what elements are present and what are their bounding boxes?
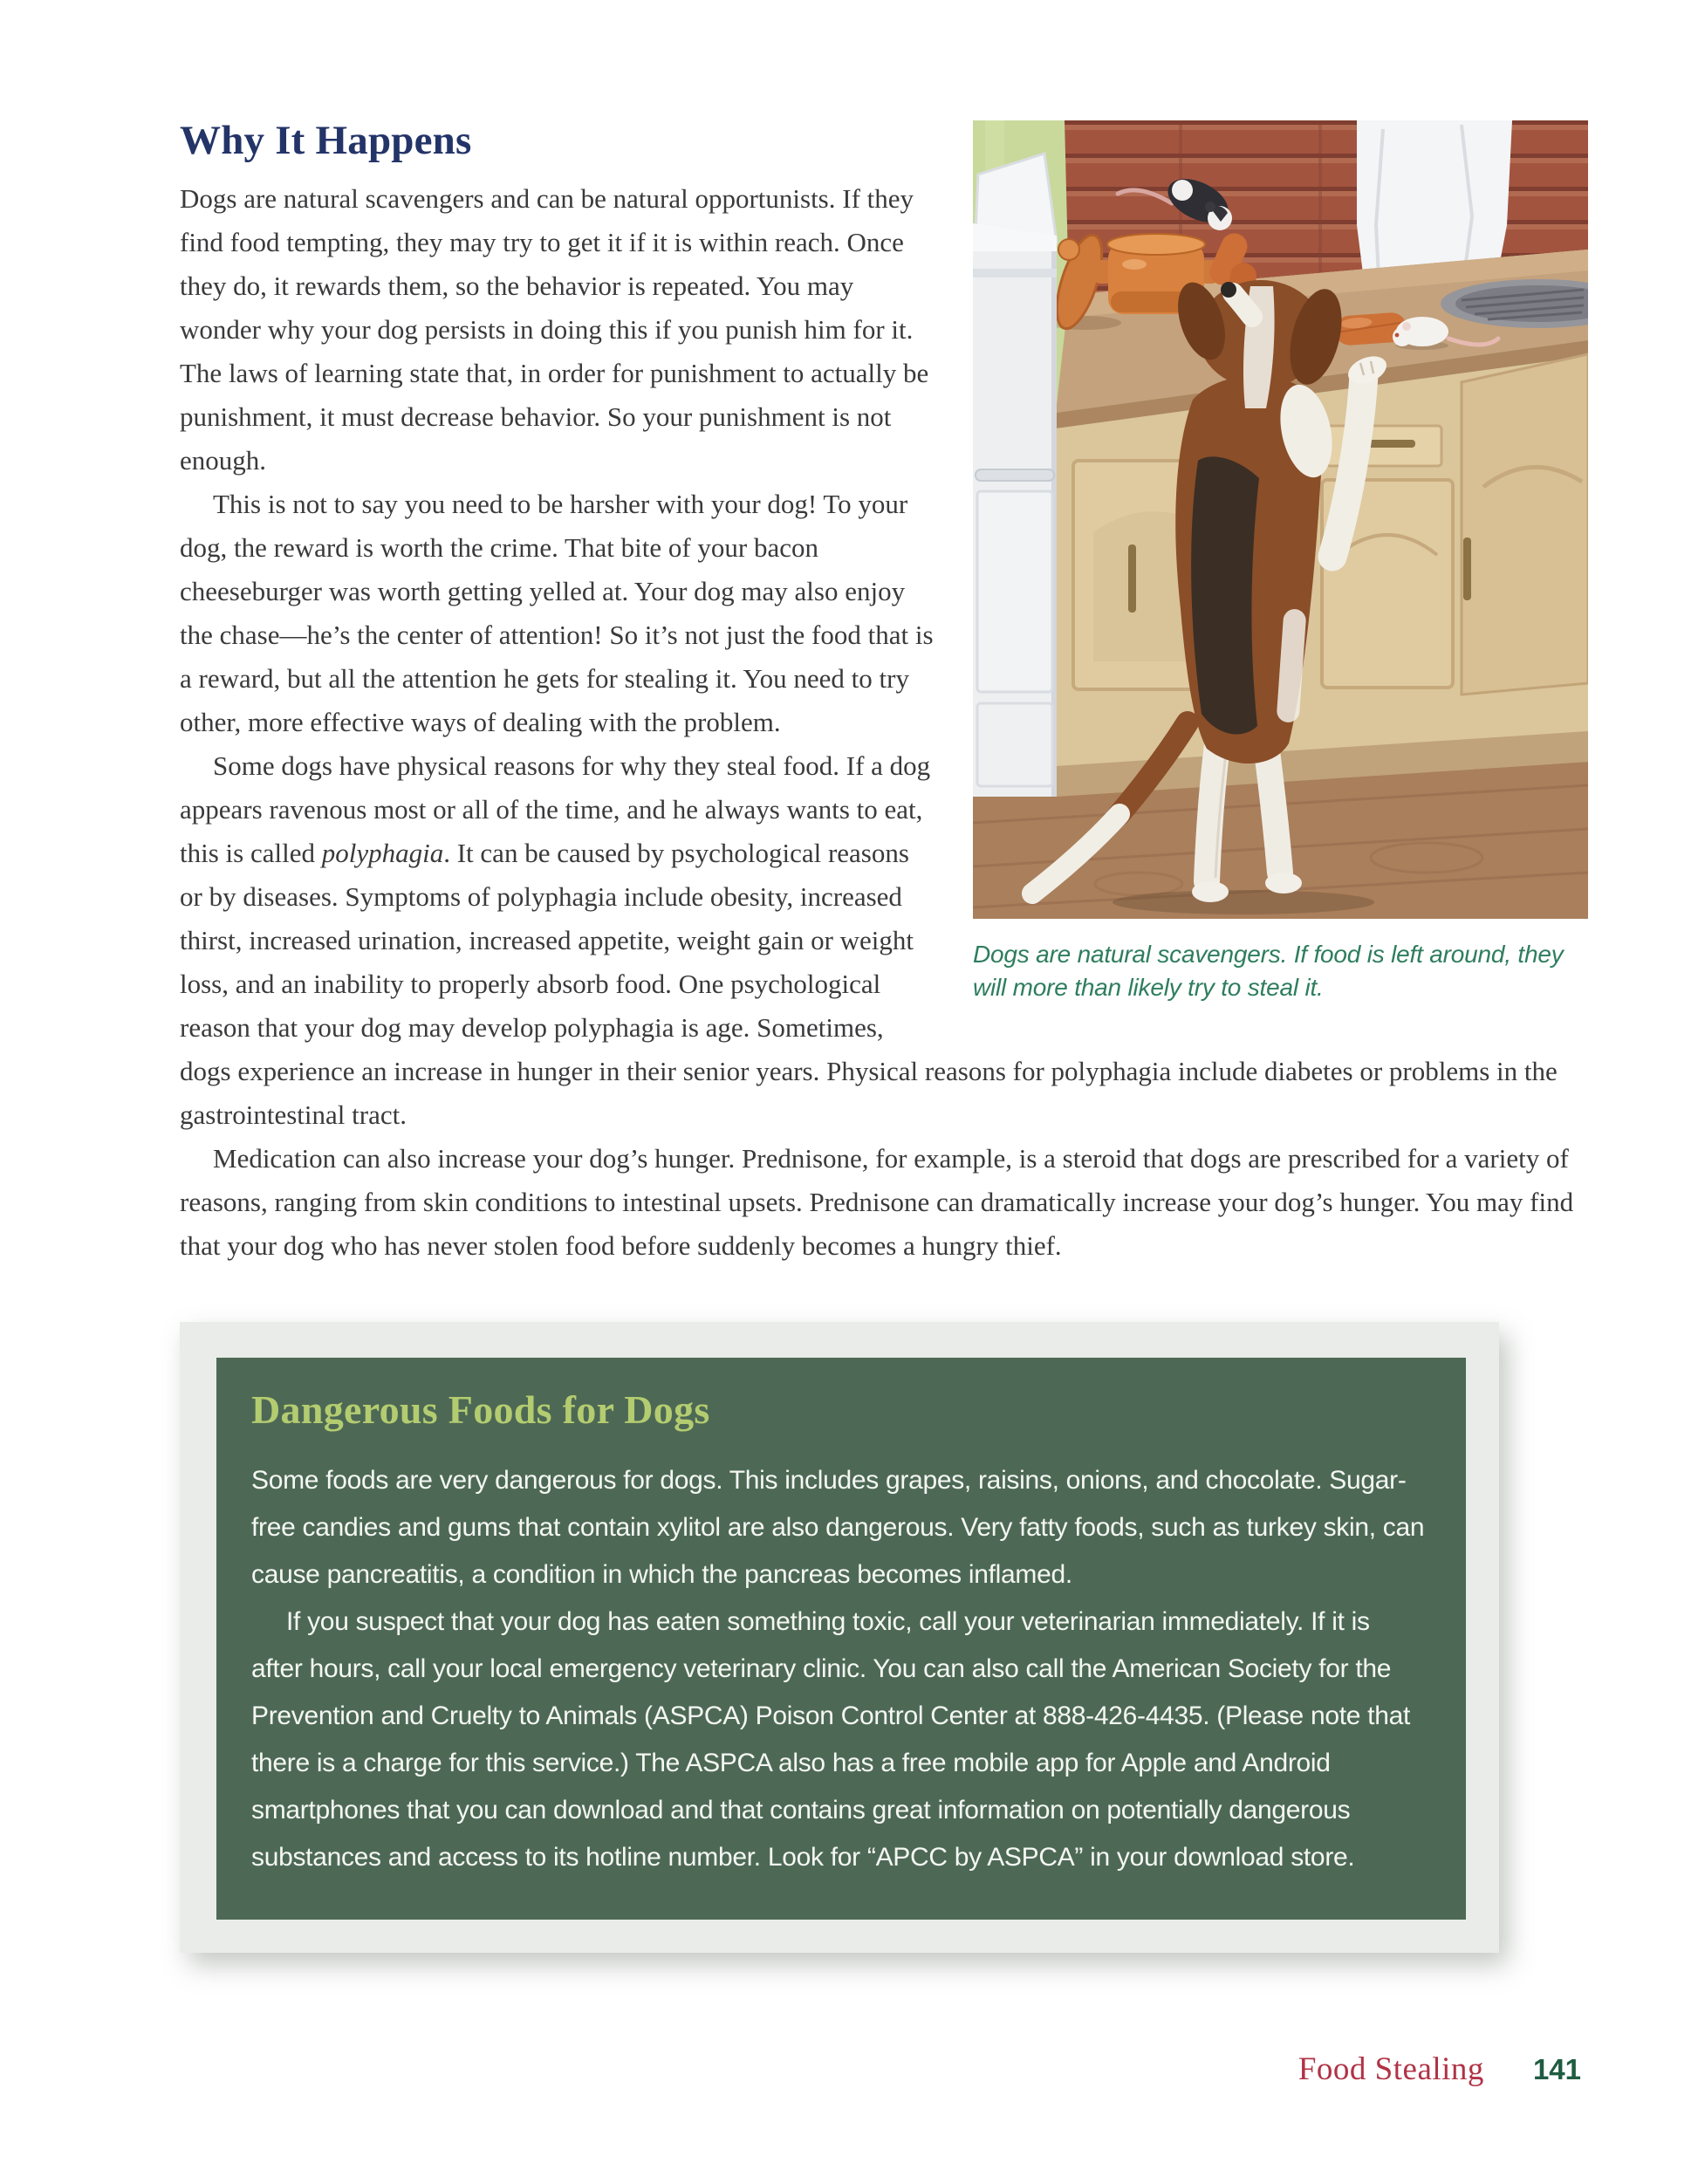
sidebar-paragraph-1: Some foods are very dangerous for dogs. This includes grapes, raisins, onions, and chocolate. Sugar-free candies and gums that contain xylitol are also dangerous. Very fatty foods, such as turkey skin, can cause pancreatitis, a condition in which the pancreas becomes inflamed. (251, 1466, 1425, 1589)
paragraph-3-text: Some dogs have physical reasons for why they steal food. If a dog appears ravenous most or all of the time, and he always wants to eat, this is called (180, 750, 931, 868)
sidebar-outer-frame (180, 1322, 1499, 1953)
kitchen-photo-figure (973, 120, 1588, 1004)
page-title: Why It Happens (180, 118, 472, 163)
kitchen-photo (973, 120, 1588, 919)
page-footer (180, 2050, 1588, 2088)
article (180, 118, 1588, 1268)
paragraph-3-text-continued: . It can be caused by psychological reasons or by diseases. Symptoms of polyphagia include obesity, increased thirst, increased urination, increased appetite, weight gain or weight loss, and an inability to properly absorb food. One psychological reason that your dog may develop polyphagia is age. Sometimes, dogs experience an increase in hunger in their senior years. Physical reasons for polyphagia include diabetes or problems in the gastrointestinal tract. (180, 838, 1558, 1130)
sidebar-title: Dangerous Foods for Dogs (251, 1387, 710, 1432)
footer-page-number: 141 (1532, 2053, 1581, 2085)
article-paragraph-4: Medication can also increase your dog’s hunger. Prednisone, for example, is a steroid that dogs are prescribed for a variety of reasons, ranging from skin conditions to intestinal upsets. Prednisone can dramatically increase your dog’s hunger. You may find that your dog who has never stolen food before suddenly becomes a hungry thief. (180, 1143, 1574, 1261)
footer-section-title: Food Stealing (1297, 2051, 1484, 2087)
sidebar-paragraph-2: If you suspect that your dog has eaten something toxic, call your veterinarian immediately. If it is after hours, call your local emergency veterinary clinic. You can also call the American Society for the Prevention and Cruelty to Animals (ASPCA) Poison Control Center at 888-426-4435. (Please note that there is a charge for this service.) The ASPCA also has a free mobile app for Apple and Android smartphones that you can download and that contains great information on potentially dangerous substances and access to its hotline number. Look for “APCC by ASPCA” in your download store. (251, 1607, 1411, 1872)
dangerous-foods-sidebar (216, 1358, 1466, 1920)
kitchen-photo-illustration (973, 120, 1588, 919)
polyphagia-term: polyphagia (321, 838, 444, 868)
photo-caption: Dogs are natural scavengers. If food is left around, they will more than likely try to steal it. (973, 941, 1564, 1001)
stove (973, 154, 1057, 797)
article-paragraph-2: This is not to say you need to be harsher with your dog! To your dog, the reward is worth the crime. That bite of your bacon cheeseburger was worth getting yelled at. Your dog may also enjoy the chase—he’s the center of attention! So it’s not just the food that is a reward, but all the attention he gets for stealing it. You need to try other, more effective ways of dealing with the problem. (180, 489, 934, 737)
article-paragraph-1: Dogs are natural scavengers and can be natural opportunists. If they find food tempting, they may try to get it if it is within reach. Once they do, it rewards them, so the behavior is repeated. You may wonder why your dog persists in doing this if you punish him for it. The laws of learning state that, in order for punishment to actually be punishment, it must decrease behavior. So your punishment is not enough. (180, 183, 929, 476)
